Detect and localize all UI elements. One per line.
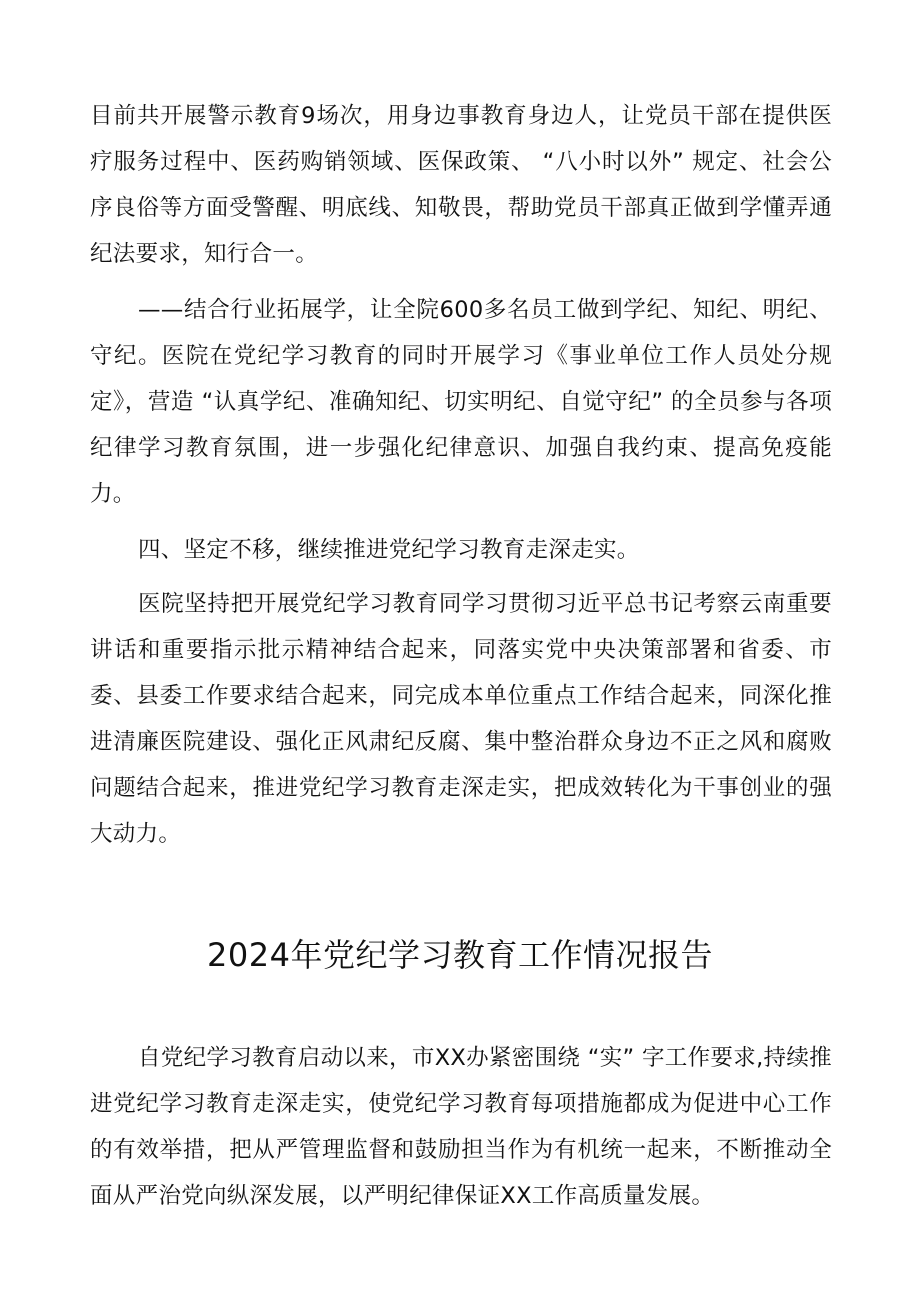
paragraph-industry-study: ——结合行业拓展学，让全院600多名员工做到学纪、知纪、明纪、守纪。医院在党纪学习教育的同时开展学习《事业单位工作人员处分规定》，营造 “认真学纪、准确知纪、切实明纪、自觉守纪” 的全员参与各项纪律学习教育氛围，进一步强化纪律意识、加强自我约束、提高免疫能力。 <box>90 297 832 507</box>
paragraph-report-intro: 自党纪学习教育启动以来，市XX办紧密围绕 “实” 字工作要求,持续推进党纪学习教育走深走实，使党纪学习教育每项措施都成为促进中心工作的有效举措，把从严管理监督和鼓励担当作为有机统一起来，不断推动全面从严治党向纵深发展，以严明纪律保证XX工作高质量发展。 <box>90 1045 832 1209</box>
paragraph-warning-education: 目前共开展警示教育9场次，用身边事教育身边人，让党员干部在提供医疗服务过程中、医药购销领域、医保政策、 “八小时以外” 规定、社会公序良俗等方面受警醒、明底线、知敬畏，帮助党员干部真正做到学懂弄通纪法要求，知行合一。 <box>90 103 832 267</box>
paragraph-deepen-education: 医院坚持把开展党纪学习教育同学习贯彻习近平总书记考察云南重要讲话和重要指示批示精神结合起来，同落实党中央决策部署和省委、市委、县委工作要求结合起来，同完成本单位重点工作结合起来，同深化推进清廉医院建设、强化正风肃纪反腐、集中整治群众身边不正之风和腐败问题结合起来，推进党纪学习教育走深走实，把成效转化为干事创业的强大动力。 <box>90 591 832 847</box>
section-heading-four: 四、坚定不移，继续推进党纪学习教育走深走实。 <box>138 537 640 563</box>
report-title: 2024年党纪学习教育工作情况报告 <box>207 936 713 974</box>
